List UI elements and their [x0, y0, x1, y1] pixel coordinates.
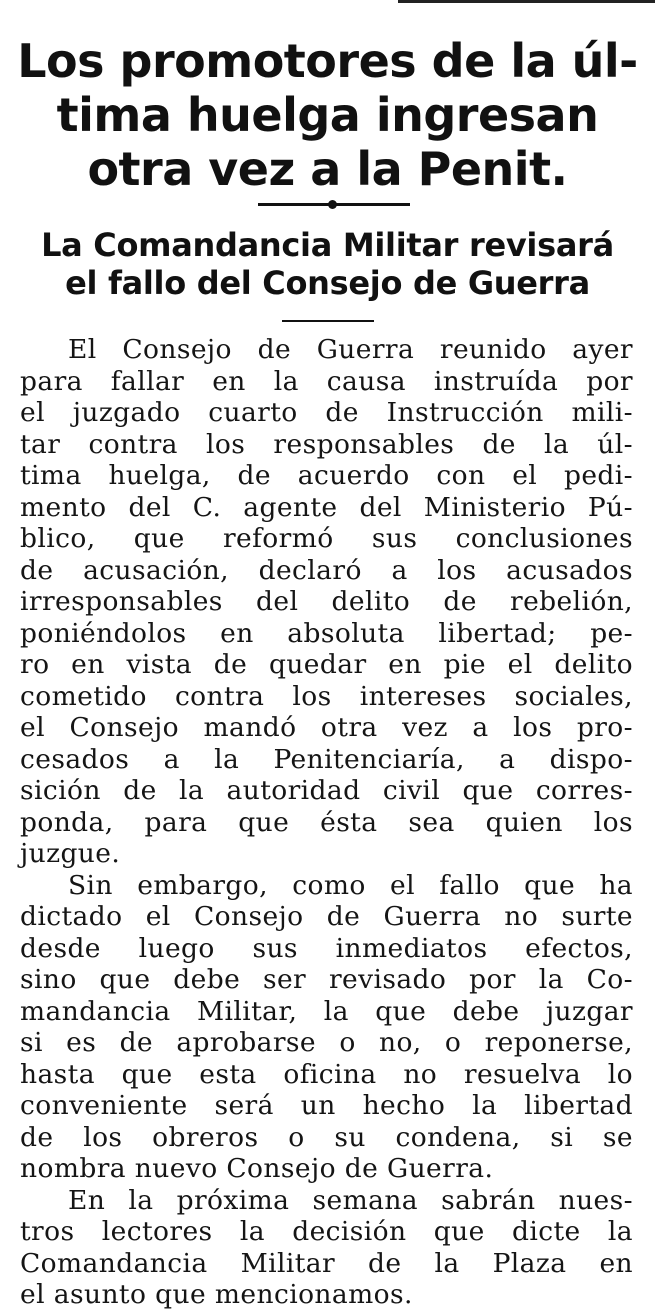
- headline-line: otra vez a la Penit.: [87, 142, 568, 196]
- paragraph-line: mento del C. agente del Ministerio Pú-: [20, 491, 633, 523]
- paragraph-line: ro en vista de quedar en pie el delito: [20, 649, 633, 680]
- paragraph-line: dictado el Consejo de Guerra no surte: [20, 901, 633, 932]
- paragraph-line: el juzgado cuarto de Instrucción mili-: [20, 397, 633, 428]
- subheadline-line: La Comandancia Militar revisará: [41, 226, 614, 264]
- article-paragraph: [20, 334, 633, 870]
- paragraph-line: hasta que esta oficina no resuelva lo: [20, 1058, 633, 1090]
- paragraph-line: tros lectores la decisión que dicte la: [20, 1216, 633, 1247]
- paragraph-line: el asunto que mencionamos.: [20, 1279, 413, 1310]
- paragraph-line: nombra nuevo Consejo de Guerra.: [20, 1153, 494, 1184]
- rule-dot: [328, 200, 337, 209]
- paragraph-line: el Consejo mandó otra vez a los pro-: [20, 712, 633, 743]
- paragraph-line: de acusación, declaró a los acusados: [20, 554, 633, 586]
- paragraph-line: mandancia Militar, la que debe juzgar: [20, 995, 633, 1027]
- article-paragraph: [20, 1185, 633, 1311]
- paragraph-line: conveniente será un hecho la libertad: [20, 1090, 633, 1121]
- subheadline-line: el fallo del Consejo de Guerra: [65, 264, 590, 302]
- paragraph-line: desde luego sus inmediatos efectos,: [20, 932, 633, 964]
- paragraph-line: Sin embargo, como el fallo que ha: [68, 869, 633, 901]
- paragraph-line: juzgue.: [20, 838, 121, 869]
- paragraph-line: blico, que reformó sus conclusiones: [20, 523, 633, 554]
- paragraph-line: de los obreros o su condena, si se: [20, 1121, 633, 1153]
- paragraph-line: si es de aprobarse o no, o reponerse,: [20, 1027, 633, 1058]
- paragraph-line: tar contra los responsables de la úl-: [20, 428, 633, 460]
- headline-line: Los promotores de la úl-: [17, 34, 638, 88]
- paragraph-line: irresponsables del delito de rebelión,: [20, 586, 633, 617]
- ornamental-rule: [258, 203, 410, 206]
- article-body: [20, 334, 633, 1311]
- article-paragraph: [20, 870, 633, 1185]
- paragraph-line: sino que debe ser revisado por la Co-: [20, 964, 633, 995]
- paragraph-line: tima huelga, de acuerdo con el pedi-: [20, 460, 633, 491]
- paragraph-line: El Consejo de Guerra reunido ayer: [68, 334, 633, 365]
- paragraph-line: En la próxima semana sabrán nues-: [68, 1184, 633, 1216]
- section-rule: [282, 320, 374, 322]
- paragraph-line: poniéndolos en absoluta libertad; pe-: [20, 617, 633, 649]
- paragraph-line: ponda, para que ésta sea quien los: [20, 806, 633, 838]
- top-border-line: [398, 0, 655, 3]
- paragraph-line: cesados a la Penitenciaría, a dispo-: [20, 743, 633, 775]
- subheadline: [0, 226, 655, 302]
- paragraph-line: cometido contra los intereses sociales,: [20, 680, 633, 712]
- paragraph-line: Comandancia Militar de la Plaza en: [20, 1247, 633, 1279]
- paragraph-line: sición de la autoridad civil que corres-: [20, 775, 633, 806]
- headline: [0, 34, 655, 196]
- paragraph-line: para fallar en la causa instruída por: [20, 365, 633, 397]
- headline-line: tima huelga ingresan: [56, 88, 599, 142]
